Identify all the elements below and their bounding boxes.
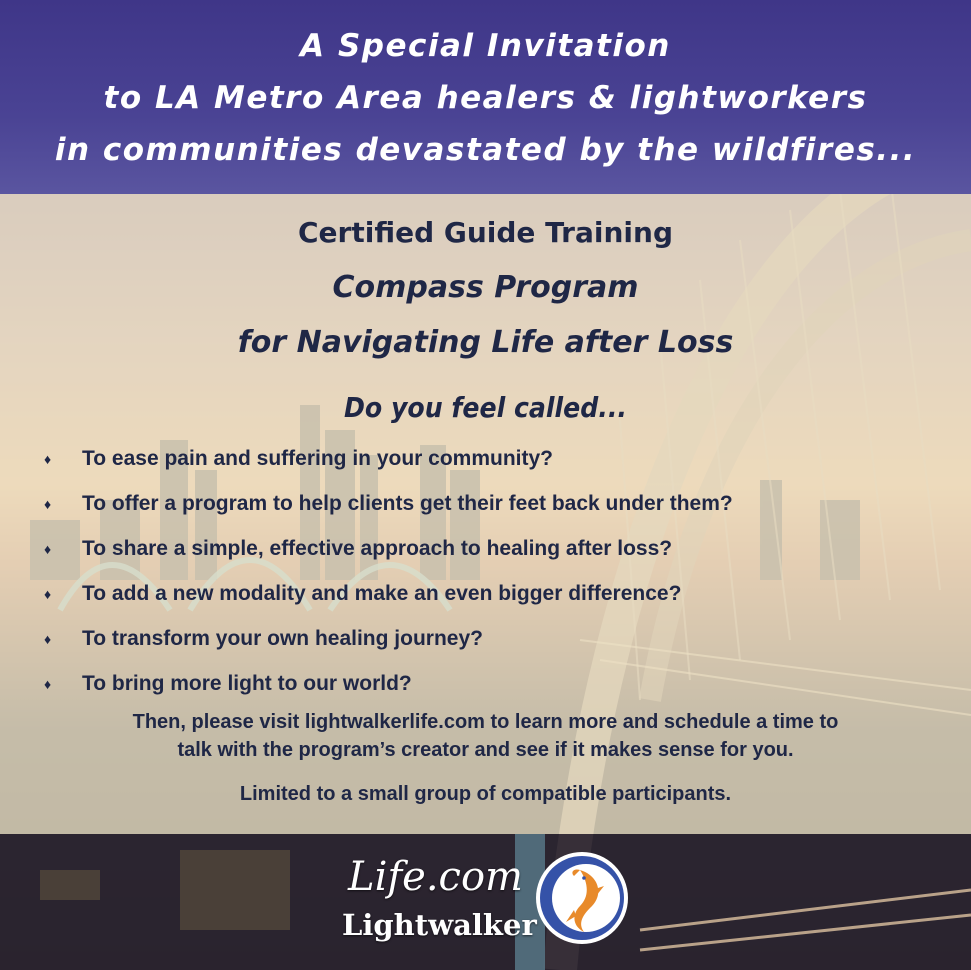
- lightwalker-logo: [340, 846, 640, 956]
- limited-note: Limited to a small group of compatible participants.: [239, 783, 732, 805]
- diamond-bullet-icon: ♦: [44, 586, 52, 602]
- program-subtitle: for Navigating Life after Loss: [237, 325, 734, 360]
- koi-fish-icon: [534, 850, 630, 946]
- closing-line-1: Then, please visit lightwalkerlife.com to learn more and schedule a time to: [132, 711, 839, 733]
- list-item: [0, 625, 971, 670]
- diamond-bullet-icon: ♦: [44, 496, 52, 512]
- header-line-1: A Special Invitation: [300, 28, 671, 64]
- list-item: [0, 445, 971, 490]
- list-item-text: To ease pain and suffering in your community?: [82, 447, 554, 470]
- diamond-bullet-icon: ♦: [44, 451, 52, 467]
- list-item: [0, 490, 971, 535]
- list-item: [0, 535, 971, 580]
- list-item-text: To bring more light to our world?: [82, 672, 412, 695]
- list-item-text: To add a new modality and make an even bigger difference?: [82, 582, 682, 605]
- program-name: Compass Program: [332, 270, 639, 305]
- diamond-bullet-icon: ♦: [44, 631, 52, 647]
- list-item: [0, 580, 971, 625]
- program-title: Certified Guide Training: [298, 216, 673, 249]
- header-line-3: in communities devastated by the wildfires...: [54, 132, 917, 168]
- list-item-text: To share a simple, effective approach to healing after loss?: [82, 537, 673, 560]
- called-heading: Do you feel called...: [344, 391, 627, 424]
- logo-wordmark-bottom: Lightwalker: [342, 908, 537, 942]
- header-line-2: to LA Metro Area healers & lightworkers: [103, 80, 868, 116]
- list-item-text: To transform your own healing journey?: [82, 627, 483, 650]
- list-item-text: To offer a program to help clients get their feet back under them?: [82, 492, 733, 515]
- logo-wordmark-top: Life.com: [348, 854, 523, 900]
- diamond-bullet-icon: ♦: [44, 676, 52, 692]
- diamond-bullet-icon: ♦: [44, 541, 52, 557]
- list-item: [0, 670, 971, 715]
- closing-line-2: talk with the program’s creator and see if it makes sense for you.: [177, 739, 794, 761]
- called-list: [0, 445, 971, 715]
